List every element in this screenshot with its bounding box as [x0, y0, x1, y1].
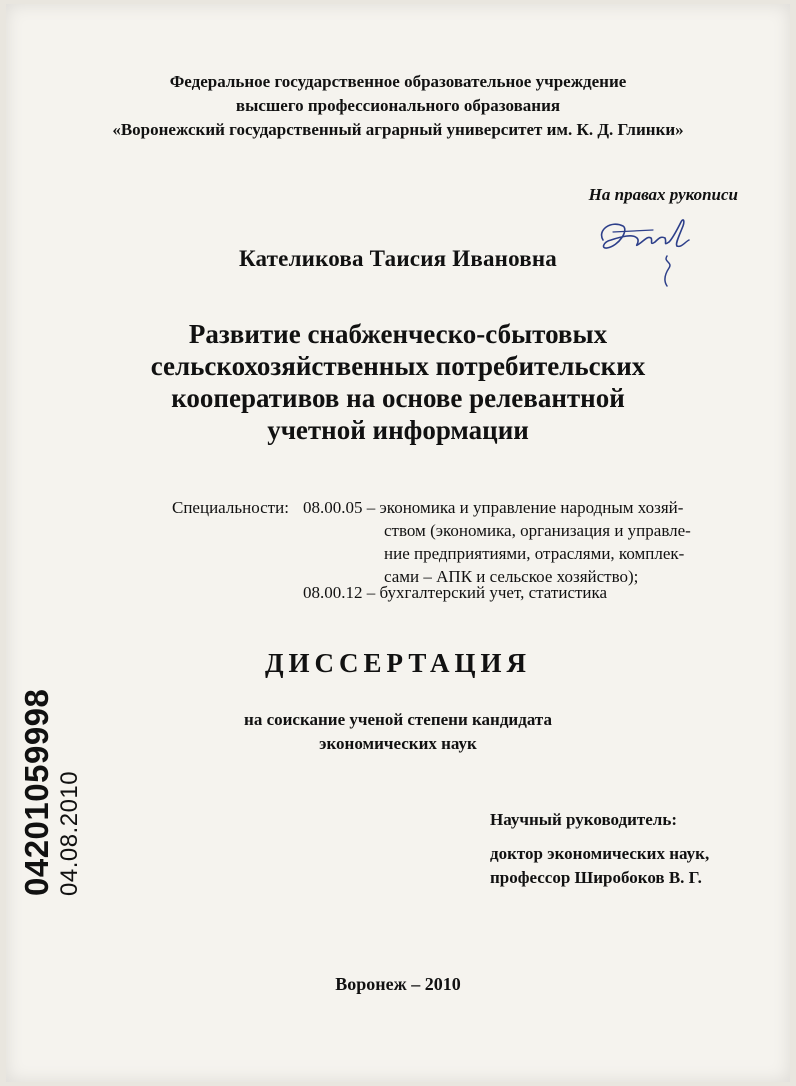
- supervisor-line-2: профессор Широбоков В. Г.: [490, 868, 702, 887]
- specialty-1-line-3: ние предприятиями, отраслями, комплек-: [384, 544, 685, 563]
- library-stamp: [18, 689, 84, 896]
- degree-statement: [0, 708, 796, 756]
- supervisor-label: Научный руководитель:: [490, 810, 677, 829]
- title-line-1: Развитие снабженческо-сбытовых: [188, 319, 608, 349]
- dissertation-title: [0, 318, 796, 446]
- city-year: Воронеж – 2010: [335, 974, 461, 994]
- title-line-2: сельскохозяйственных потребительских: [150, 351, 646, 381]
- specialty-1-line-4: сами – АПК и сельское хозяйство);: [384, 567, 639, 586]
- header-line-2: высшего профессионального образования: [235, 96, 561, 115]
- author-name: Кателикова Таисия Ивановна: [238, 246, 558, 271]
- institution-header: [0, 70, 796, 142]
- title-line-4: учетной информации: [267, 415, 529, 445]
- title-line-3: кооперативов на основе релевантной: [171, 383, 625, 413]
- degree-line-1: на соискание ученой степени кандидата: [244, 710, 552, 729]
- stamp-date: 04.08.2010: [56, 770, 83, 896]
- stamp-number: 04201059998: [18, 688, 55, 896]
- specialty-1-line-1: 08.00.05 – экономика и управление народным хозяй-: [303, 498, 684, 517]
- specialties-label: Специальности:: [172, 498, 289, 517]
- supervisor-line-1: доктор экономических наук,: [490, 844, 710, 863]
- specialty-2: 08.00.12 – бухгалтерский учет, статистика: [303, 583, 608, 602]
- header-line-3: «Воронежский государственный аграрный университет им. К. Д. Глинки»: [112, 120, 684, 139]
- document-type: ДИССЕРТАЦИЯ: [264, 648, 532, 678]
- manuscript-note: На правах рукописи: [588, 185, 738, 204]
- specialty-1-line-2: ством (экономика, организация и управле-: [384, 521, 691, 540]
- degree-line-2: экономических наук: [319, 734, 477, 753]
- header-line-1: Федеральное государственное образовательное учреждение: [169, 72, 627, 91]
